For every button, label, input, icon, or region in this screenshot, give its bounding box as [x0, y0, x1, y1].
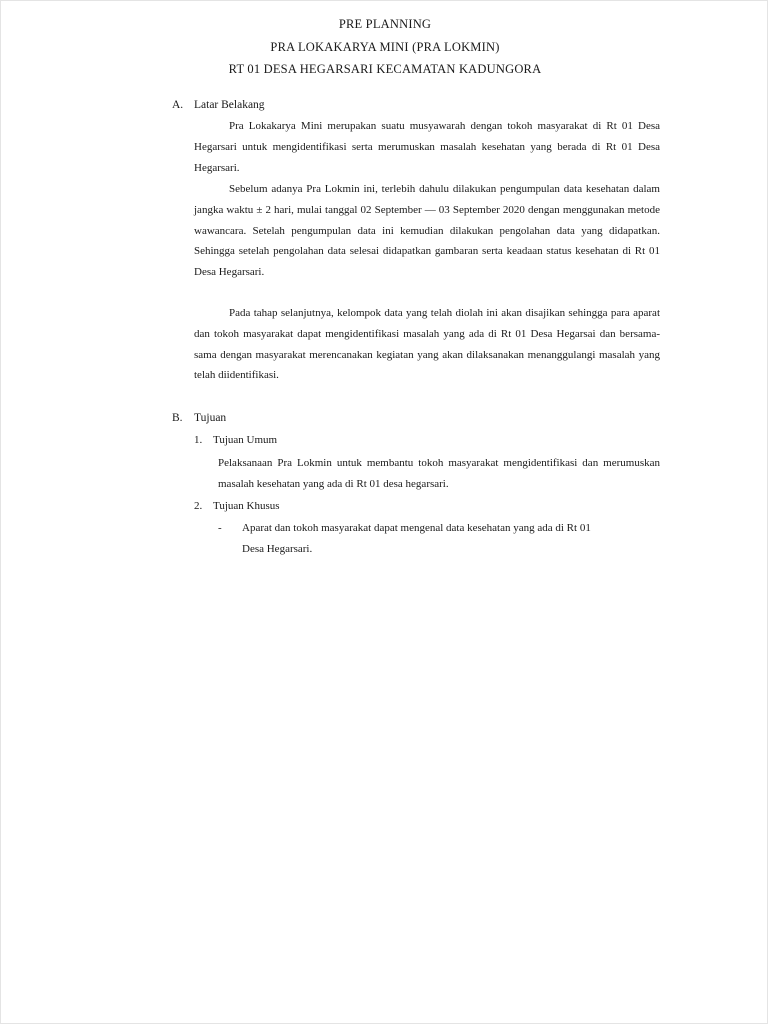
section-a-title: Latar Belakang [194, 99, 265, 111]
paragraph-2-text: Sebelum adanya Pra Lokmin ini, terlebih dahulu dilakukan pengumpulan data kesehatan dalam jangka waktu ± 2 hari, mulai tanggal 02 September — 03 September 2020 dengan menggunakan metode wawancara. Setelah pengumpulan data ini kemudian dilakukan pengolahan data yang didapatkan. Sehingga setelah pengolahan data selesai didapatkan gambaran serta keadaan status kesehatan di Rt 01 Desa Hegarsari. [194, 183, 660, 279]
list-item [218, 518, 648, 560]
section-a-marker: A. [172, 99, 184, 111]
paragraph-3-text: Pada tahap selanjutnya, kelompok data yang telah diolah ini akan disajikan sehingga para aparat dan tokoh masyarakat dapat mengidentifikasi masalah yang ada di Rt 01 Desa Hegarsai dan bersama-sama dengan masyarakat merencanakan kegiatan yang akan dilaksanakan menanggulangi masalah yang telah diidentifikasi. [194, 307, 660, 382]
section-b-marker: B. [172, 412, 183, 424]
title-line-2: PRA LOKAKARYA MINI (PRA LOKMIN) [270, 39, 500, 54]
title-line-1: PRE PLANNING [338, 17, 432, 31]
subheading-2-number: 2. [194, 500, 203, 512]
title-line-3: RT 01 DESA HEGARSARI KECAMATAN KADUNGORA [228, 62, 542, 76]
bullet-line-1: Aparat dan tokoh masyarakat dapat mengenal data kesehatan yang ada di Rt 01 [242, 522, 591, 534]
bullet-line-2: Desa Hegarsari. [242, 542, 313, 555]
section-a-heading [172, 97, 265, 113]
section-b-title: Tujuan [194, 412, 227, 424]
document-title [1, 13, 768, 81]
subheading-tujuan-khusus [194, 498, 280, 514]
section-b-heading [172, 410, 226, 426]
subheading-1-title: Tujuan Umum [213, 434, 278, 446]
subheading-tujuan-umum [194, 432, 277, 448]
tujuan-umum-text: Pelaksanaan Pra Lokmin untuk membantu tokoh masyarakat mengidentifikasi dan merumuskan masalah kesehatan yang ada di Rt 01 desa hegarsari. [218, 457, 660, 490]
paragraph-2 [194, 179, 660, 283]
subheading-1-number: 1. [194, 434, 203, 446]
subheading-2-title: Tujuan Khusus [213, 500, 280, 512]
bullet-dash: - [218, 522, 222, 534]
paragraph-1-text: Pra Lokakarya Mini merupakan suatu musyawarah dengan tokoh masyarakat di Rt 01 Desa Hegarsari untuk mengidentifikasi serta merumuskan masalah kesehatan yang berada di Rt 01 Desa Hegarsari. [194, 120, 660, 174]
paragraph-1 [194, 116, 660, 178]
paragraph-3 [194, 303, 660, 386]
